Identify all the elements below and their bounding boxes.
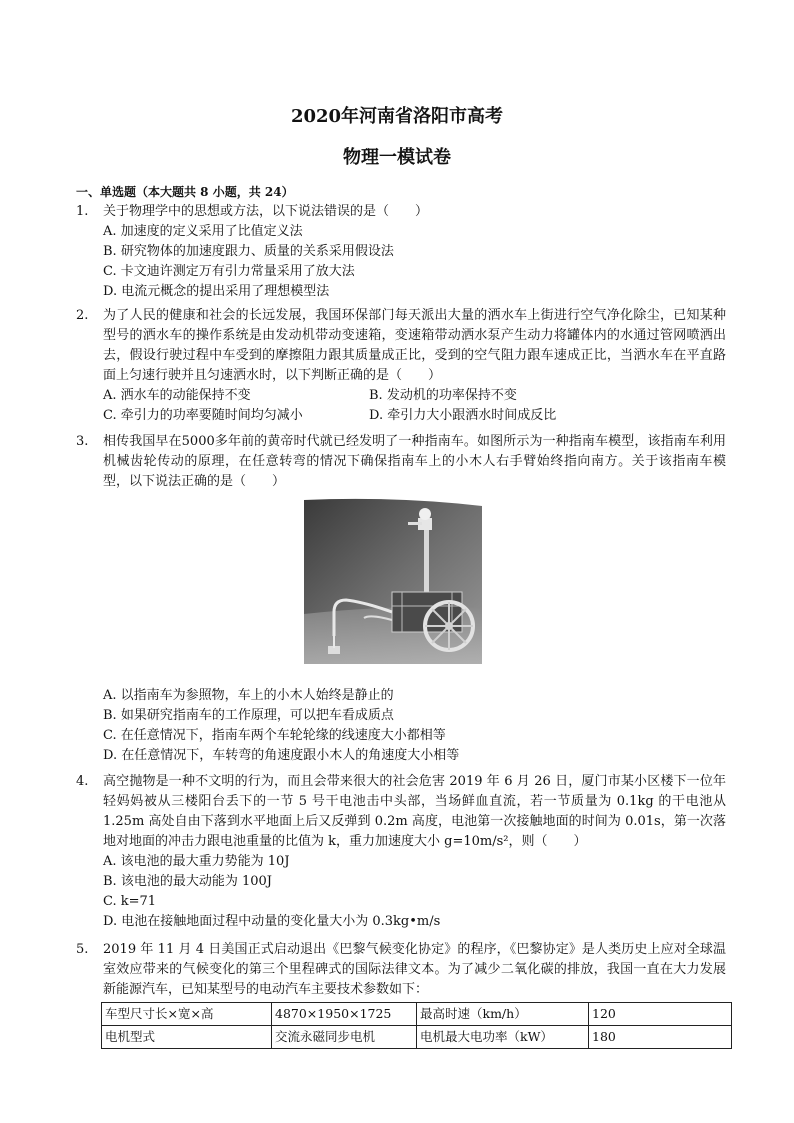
option-a: A. 加速度的定义采用了比值定义法 xyxy=(103,224,303,239)
question-stem: 为了人民的健康和社会的长远发展，我国环保部门每天派出大量的洒水车上街进行空气净化除尘，已知某种型号的洒水车的操作系统是由发动机带动变速箱，变速箱带动洒水泵产生动力将罐体内的水通过管网喷洒出去，假设行驶过程中车受到的摩擦阻力跟其质量成正比，受到的空气阻力跟车速成正比，当洒水车在平直路面上匀速行驶并且匀速洒水时，以下判断正确的是（ ） xyxy=(103,308,726,383)
question-1 xyxy=(76,202,726,302)
question-5 xyxy=(76,940,726,1000)
question-4 xyxy=(76,772,726,932)
exam-subtitle: 物理一模试卷 xyxy=(343,147,451,168)
option-b: B. 如果研究指南车的工作原理，可以把车看成质点 xyxy=(103,708,394,723)
option-c: C. 在任意情况下，指南车两个车轮轮缘的线速度大小都相等 xyxy=(103,728,446,743)
option-row xyxy=(103,406,726,426)
exam-title: 2020年河南省洛阳市高考 xyxy=(290,106,504,127)
table-cell: 120 xyxy=(589,1003,732,1026)
option-b: B. 发动机的功率保持不变 xyxy=(369,388,517,403)
option-c: C. 牵引力的功率要随时间均匀减小 xyxy=(103,408,303,423)
question-stem: 2019 年 11 月 4 日美国正式启动退出《巴黎气候变化协定》的程序，《巴黎协定》是人类历史上应对全球温室效应带来的气候变化的第三个里程碑式的国际法律文本。为了减少二氧化碳的排放，我国一直在大力发展新能源汽车，已知某型号的电动汽车主要技术参数如下： xyxy=(103,942,726,997)
south-pointing-chariot-photo xyxy=(304,496,482,664)
question-number: 5. xyxy=(76,942,89,957)
section-heading: 一、单选题（本大题共 8 小题，共 24） xyxy=(76,185,294,199)
table-cell: 180 xyxy=(589,1026,732,1049)
question-stem: 相传我国早在5000多年前的黄帝时代就已经发明了一种指南车。如图所示为一种指南车模型，该指南车利用机械齿轮传动的原理，在任意转弯的情况下确保指南车上的小木人右手臂始终指向南方。关于该指南车模型，以下说法正确的是（ ） xyxy=(103,434,726,489)
option-row xyxy=(103,386,726,406)
option-b: B. 该电池的最大动能为 100J xyxy=(103,874,272,889)
table-cell: 最高时速（km/h） xyxy=(417,1003,589,1026)
option-a: A. 以指南车为参照物，车上的小木人始终是静止的 xyxy=(103,688,394,703)
option-d: D. 电流元概念的提出采用了理想模型法 xyxy=(103,284,330,299)
question-3-options xyxy=(76,686,726,766)
table-row xyxy=(102,1003,732,1026)
table-cell: 交流永磁同步电机 xyxy=(272,1026,417,1049)
question-number: 4. xyxy=(76,774,89,789)
question-3 xyxy=(76,432,726,492)
table-cell: 车型尺寸长×宽×高 xyxy=(102,1003,272,1026)
table-cell: 电机最大电功率（kW） xyxy=(417,1026,589,1049)
option-a: A. 该电池的最大重力势能为 10J xyxy=(103,854,290,869)
table-cell: 电机型式 xyxy=(102,1026,272,1049)
question-number: 3. xyxy=(76,434,89,449)
option-d: D. 在任意情况下，车转弯的角速度跟小木人的角速度大小相等 xyxy=(103,748,460,763)
option-c: C. k=71 xyxy=(103,894,157,909)
question-2 xyxy=(76,306,726,426)
option-d: D. 电池在接触地面过程中动量的变化量大小为 0.3kg•m/s xyxy=(103,914,441,929)
option-c: C. 卡文迪许测定万有引力常量采用了放大法 xyxy=(103,264,355,279)
option-a: A. 洒水车的动能保持不变 xyxy=(103,388,251,403)
question-number: 2. xyxy=(76,308,89,323)
question-stem: 关于物理学中的思想或方法，以下说法错误的是（ ） xyxy=(103,204,429,219)
table-row xyxy=(102,1026,732,1049)
question-number: 1. xyxy=(76,204,89,219)
option-b: B. 研究物体的加速度跟力、质量的关系采用假设法 xyxy=(103,244,394,259)
spec-table xyxy=(101,1002,732,1049)
option-d: D. 牵引力大小跟洒水时间成反比 xyxy=(369,408,557,423)
question-stem: 高空抛物是一种不文明的行为，而且会带来很大的社会危害 2019 年 6 月 26 日，厦门市某小区楼下一位年轻妈妈被从三楼阳台丢下的一节 5 号干电池击中头部，当场鲜血直流，若一节质量为 0.1kg 的干电池从 1.25m 高处自由下落到水平地面上后又反弹到 0.2m 高度，电池第一次接触地面的时间为 0.01s，第一次落地对地面的冲击力跟电池重量的比值为 k，重力加速度大小 g=10m/s²，则（ ） xyxy=(103,774,726,849)
table-cell: 4870×1950×1725 xyxy=(272,1003,417,1026)
